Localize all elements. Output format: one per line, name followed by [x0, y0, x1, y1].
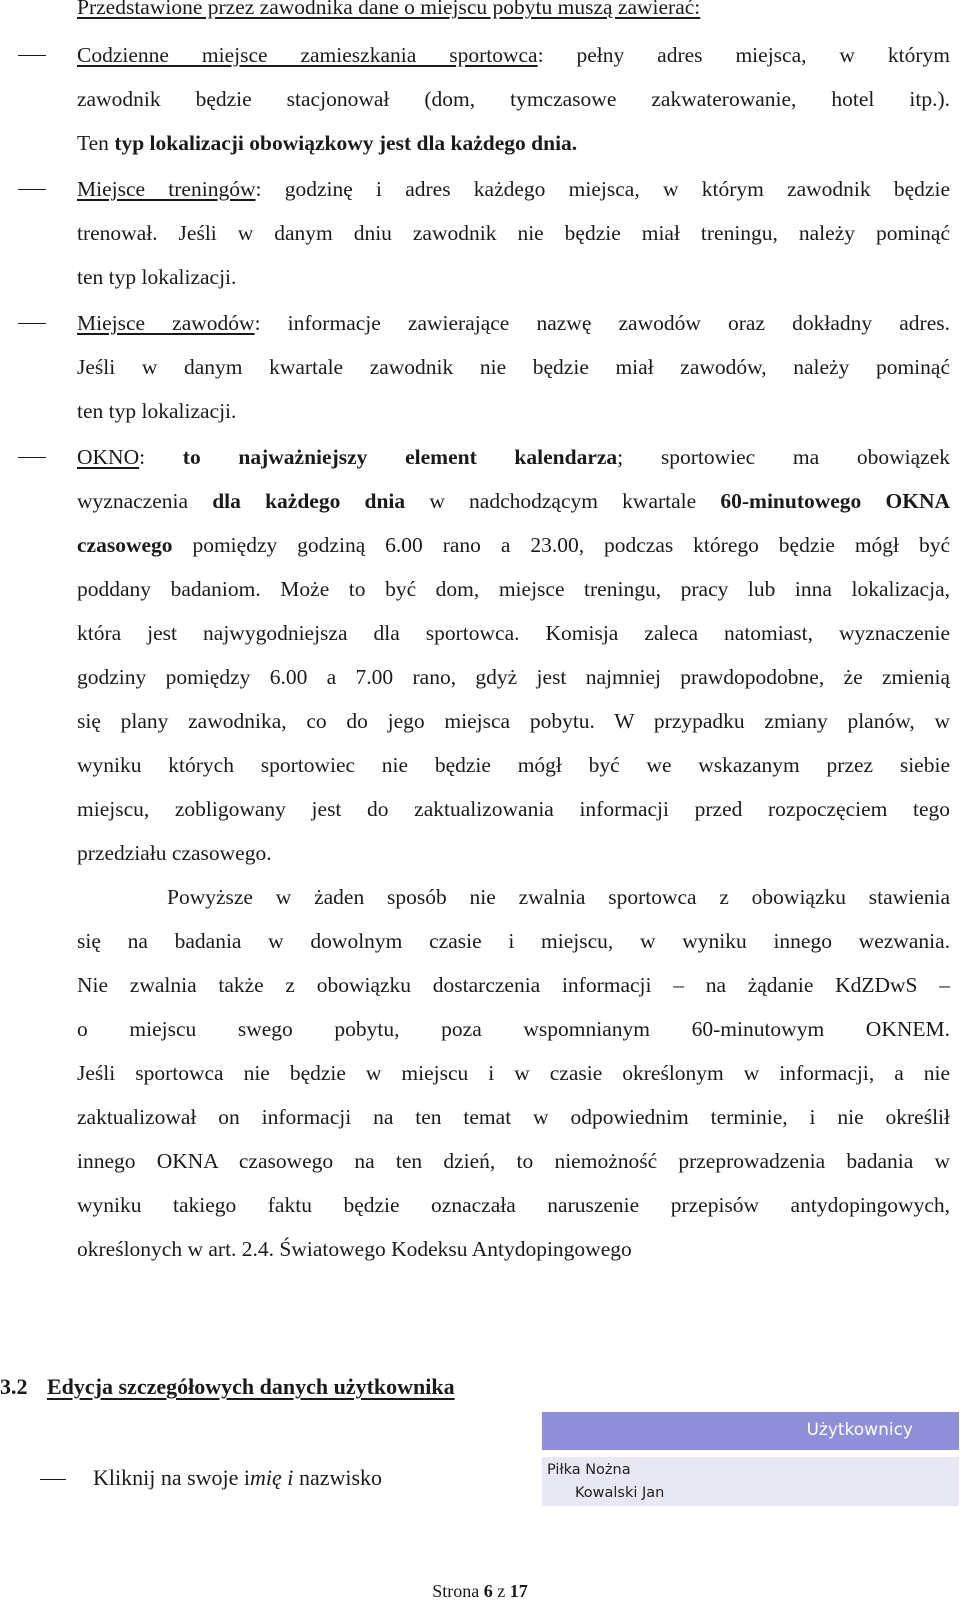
item4-line6: godziny pomiędzy 6.00 a 7.00 rano, gdyż jest najmniej prawdopodobne, że zmienią [77, 665, 950, 689]
item4-line1: OKNO: to najważniejszy element kalendarza; sportowiec ma obowiązek [77, 445, 950, 469]
item3-line1: Miejsce zawodów: informacje zawierające nazwę zawodów oraz dokładny adres. [77, 311, 950, 335]
bullet-dash [18, 189, 46, 190]
item3-line3: ten typ lokalizacji. [77, 399, 237, 423]
bullet-dash [18, 323, 46, 324]
users-panel-title: Użytkownicy [806, 1420, 913, 1440]
item4-line9: miejscu, zobligowany jest do zaktualizowania informacji przed rozpoczęciem tego [77, 797, 950, 821]
user-name-link[interactable]: Kowalski Jan [575, 1485, 665, 1501]
section-title: Edycja szczegółowych danych użytkownika [47, 1374, 455, 1399]
section-heading [0, 1372, 455, 1402]
item2-line1: Miejsce treningów: godzinę i adres każdego miejsca, w którym zawodnik będzie [77, 177, 950, 201]
bullet-dash [40, 1479, 66, 1480]
item3-title: Miejsce zawodów [77, 311, 255, 335]
para-line5: Jeśli sportowca nie będzie w miejscu i w czasie określonym w informacji, a nie [77, 1061, 950, 1085]
section-number: 3.2 [0, 1374, 28, 1399]
item4-line8: wyniku których sportowiec nie będzie mógł być we wskazanym przez siebie [77, 753, 950, 777]
para-line7: innego OKNA czasowego na ten dzień, to niemożność przeprowadzenia badania w [77, 1149, 950, 1173]
page-total: 17 [509, 1581, 528, 1601]
users-panel-body [542, 1457, 959, 1506]
para-line4: o miejscu swego pobytu, poza wspomnianym 60-minutowym OKNEM. [77, 1017, 950, 1041]
item2-line2: trenował. Jeśli w danym dniu zawodnik nie będzie miał treningu, należy pominąć [77, 221, 950, 245]
item4-line10: przedziału czasowego. [77, 841, 272, 865]
para-line8: wyniku takiego faktu będzie oznaczała naruszenie przepisów antydopingowych, [77, 1193, 950, 1217]
item2-line3: ten typ lokalizacji. [77, 265, 237, 289]
item4-line2: wyznaczenia dla każdego dnia w nadchodzącym kwartale 60-minutowego OKNA [77, 489, 950, 513]
sport-label: Piłka Nożna [547, 1462, 631, 1478]
para-line2: się na badania w dowolnym czasie i miejscu, w wyniku innego wezwania. [77, 929, 950, 953]
item2-title: Miejsce treningów [77, 177, 256, 201]
para-line3: Nie zwalnia także z obowiązku dostarczenia informacji – na żądanie KdZDwS – [77, 973, 950, 997]
item1-line1: Codzienne miejsce zamieszkania sportowca: pełny adres miejsca, w którym [77, 43, 950, 67]
item1-line3: Ten typ lokalizacji obowiązkowy jest dla każdego dnia. [77, 131, 578, 155]
item4-line5: która jest najwygodniejsza dla sportowca. Komisja zaleca natomiast, wyznaczenie [77, 621, 950, 645]
item1-title: Codzienne miejsce zamieszkania sportowca [77, 43, 538, 67]
users-panel-header [542, 1412, 959, 1450]
page-number: 6 [483, 1581, 493, 1601]
item3-line2: Jeśli w danym kwartale zawodnik nie będzie miał zawodów, należy pominąć [77, 355, 950, 379]
para-line9: określonych w art. 2.4. Światowego Kodeksu Antydopingowego [77, 1237, 632, 1261]
item4-title: OKNO [77, 445, 140, 469]
item1-line2: zawodnik będzie stacjonował (dom, tymczasowe zakwaterowanie, hotel itp.). [77, 87, 950, 111]
bullet-dash [18, 55, 46, 56]
page-footer: Strona 6 z 17 [432, 1581, 528, 1601]
item4-line4: poddany badaniom. Może to być dom, miejsce treningu, pracy lub inna lokalizacja, [77, 577, 950, 601]
bullet-dash [18, 457, 46, 458]
users-panel-screenshot [542, 1412, 959, 1506]
instruction-text: Kliknij na swoje imię i nazwisko [93, 1465, 383, 1490]
item4-line7: się plany zawodnika, co do jego miejsca pobytu. W przypadku zmiany planów, w [77, 709, 950, 733]
item4-line3: czasowego pomiędzy godziną 6.00 rano a 23.00, podczas którego będzie mógł być [77, 533, 950, 557]
para-line6: zaktualizował on informacji na ten temat w odpowiednim terminie, i nie określił [77, 1105, 950, 1129]
intro-line: Przedstawione przez zawodnika dane o miejscu pobytu muszą zawierać: [77, 0, 701, 19]
para-line1: Powyższe w żaden sposób nie zwalnia sportowca z obowiązku stawienia [167, 885, 950, 909]
